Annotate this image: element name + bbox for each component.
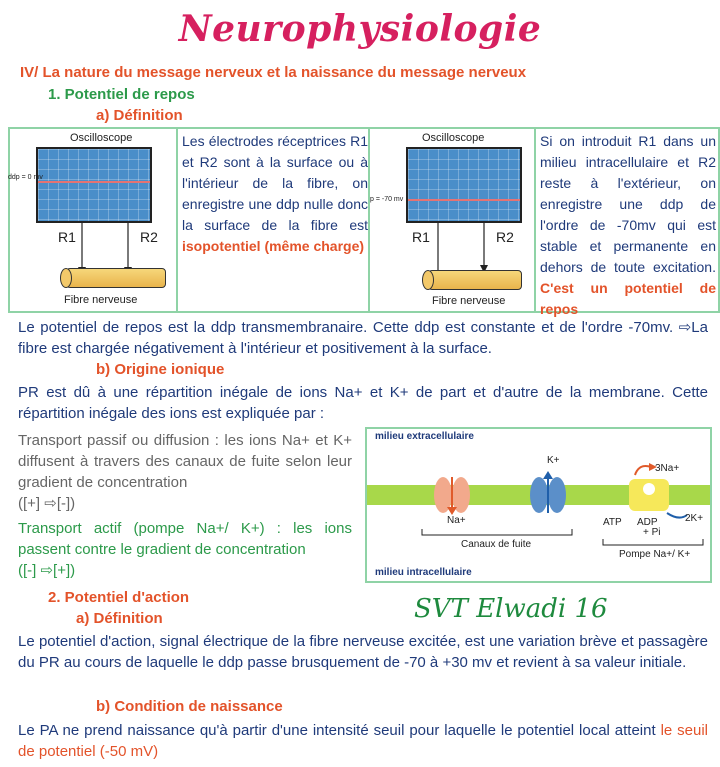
paragraph-conclusion: ⇨La fibre est chargée négativement à l'intérieur et positivement à la surface. xyxy=(18,319,708,357)
section-title: IV/ La nature du message nerveux et la naissance du message nerveux xyxy=(20,64,527,81)
left-diagram xyxy=(10,129,176,311)
fibre-end xyxy=(60,268,72,288)
k-ion-label: K+ xyxy=(547,455,560,466)
atp-label: ATP xyxy=(603,517,622,528)
heading-origine-ionique: b) Origine ionique xyxy=(96,361,225,378)
threshold-text: Le PA ne prend naissance qu'à partir d'une intensité seuil pour laquelle le potentiel local atteint xyxy=(18,722,656,739)
right-description-highlight: C'est un potentiel de repos xyxy=(540,280,716,317)
na3-label: 3Na+ xyxy=(655,463,680,474)
passive-transport-symbol: ([+] ⇨[-]) xyxy=(18,495,76,512)
active-transport-desc: Transport actif (pompe Na+/ K+) : les ions passent contre le gradient de concentration xyxy=(18,520,352,558)
heading-definition-1: a) Définition xyxy=(96,107,183,124)
active-transport-symbol: ([-] ⇨[+]) xyxy=(18,562,76,579)
r2-label: R2 xyxy=(140,229,158,245)
fibre-label: Fibre nerveuse xyxy=(432,295,506,307)
right-description-text: Si on introduit R1 dans un milieu intracellulaire et R2 reste à l'extérieur, on enregistre une ddp de l'ordre de -70mv qui est stable et permanente en dehors de toute excitation. xyxy=(540,133,716,275)
right-diagram xyxy=(372,129,532,311)
r1-label: R1 xyxy=(412,229,430,245)
definition-figure-box xyxy=(8,127,720,317)
r1-label: R1 xyxy=(58,229,76,245)
k2-label: 2K+ xyxy=(685,513,704,524)
right-description xyxy=(540,131,716,320)
membrane-diagram xyxy=(365,427,712,583)
divider xyxy=(176,129,178,311)
left-description-highlight: isopotentiel (même charge) xyxy=(182,238,365,254)
extracellular-label: milieu extracellulaire xyxy=(375,431,474,442)
divider xyxy=(534,129,536,311)
resting-potential-paragraph xyxy=(18,317,708,359)
fibre-label: Fibre nerveuse xyxy=(64,294,138,306)
passive-transport-text xyxy=(18,430,352,514)
fibre-cylinder xyxy=(66,268,166,288)
signature: SVT Elwadi 16 xyxy=(414,594,608,624)
passive-transport-desc: Transport passif ou diffusion : les ions Na+ et K+ diffusent à travers des canaux de fuite selon leur gradient de concentration xyxy=(18,432,352,491)
divider xyxy=(368,129,370,311)
ddp-label: p = -70 mv xyxy=(370,196,404,203)
na-ion-label: Na+ xyxy=(447,515,466,526)
heading-potentiel-action: 2. Potentiel d'action xyxy=(48,589,190,606)
fibre-end xyxy=(422,270,434,290)
paragraph-text: Le potentiel de repos est la ddp transmembranaire. Cette ddp est constante et de l'ordre -70mv. xyxy=(18,319,674,336)
heading-condition-naissance: b) Condition de naissance xyxy=(96,698,283,715)
ionic-origin-paragraph: PR est dû à une répartition inégale de ions Na+ et K+ de part et d'autre de la membrane. Cette répartition inégale des ions est expliquée par : xyxy=(18,384,708,422)
leak-channels-label: Canaux de fuite xyxy=(461,539,532,550)
r2-label: R2 xyxy=(496,229,514,245)
action-potential-paragraph: Le potentiel d'action, signal électrique de la fibre nerveuse excitée, est une variation brève et passagère du PR au cours de laquelle le ddp passe brusquement de -70 à +30 mv et revient à sa valeur initiale. xyxy=(18,633,708,671)
heading-definition-2: a) Définition xyxy=(76,610,163,627)
page-title: Neurophysiologie xyxy=(178,8,542,50)
left-description xyxy=(182,131,368,257)
intracellular-label: milieu intracellulaire xyxy=(375,567,472,578)
oscilloscope-label: Oscilloscope xyxy=(70,132,133,144)
ddp-label: ddp = 0 mv xyxy=(8,174,43,181)
fibre-cylinder xyxy=(428,270,522,290)
heading-potentiel-repos: 1. Potentiel de repos xyxy=(48,86,195,103)
active-transport-text xyxy=(18,518,352,581)
adp-label: ADP xyxy=(637,517,658,528)
oscilloscope-label: Oscilloscope xyxy=(422,132,485,144)
pump-label: Pompe Na+/ K+ xyxy=(619,549,691,560)
pi-label: + Pi xyxy=(643,527,661,538)
left-description-text: Les électrodes réceptrices R1 et R2 sont à la surface ou à l'intérieur de la fibre, on enregistre une ddp nulle donc la surface de la fibre est xyxy=(182,133,368,233)
threshold-paragraph xyxy=(18,720,708,762)
threshold-highlight: le seuil de potentiel (-50 mV) xyxy=(18,722,708,760)
